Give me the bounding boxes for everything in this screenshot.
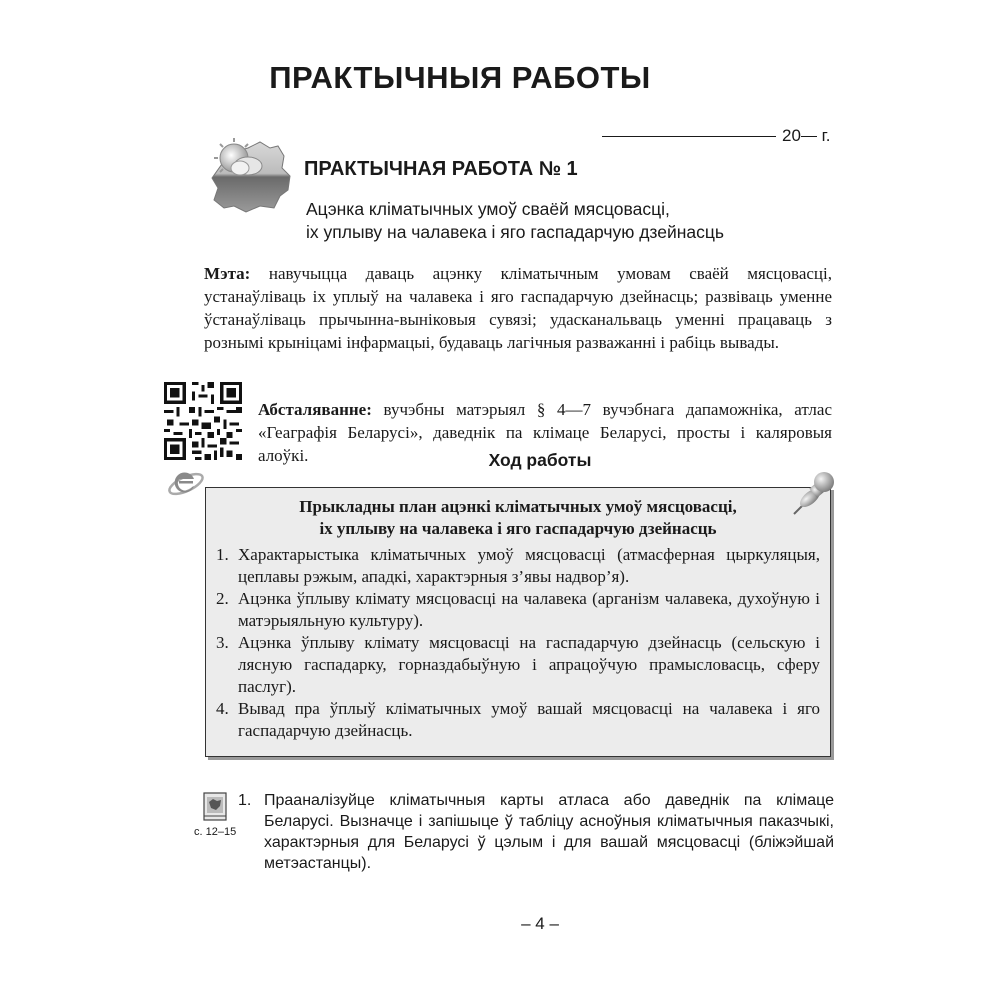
page-number: – 4 – [521,914,559,933]
task-1-text: Прааналізуйце кліматычныя карты атласа або даведнік па клімаце Беларусі. Вызначце і запішыце ў табліцу асноўныя кліматычныя паказчыкі, характэрныя для Беларусі ў цэлым і для вашай мясцовасці (бліжэйшай метэастанцы). [264,792,834,872]
plan-title [206,496,830,540]
plan-item-text: Ацэнка ўплыву клімату мясцовасці на гаспадарчую дзейнасць (сельскую і лясную гаспадарку, горназдабыўную і апрацоўчую прамысловасць, сферу паслуг). [238,633,820,696]
plan-item [216,544,820,588]
course-title: Ход работы [488,450,592,470]
date-year-abbr: г. [821,126,831,145]
plan-item-text: Характарыстыка кліматычных умоў мясцовасці (атмасферная цыркуляцыя, цеплавы рэжым, ападкі, характэрныя з’явы надвор’я). [238,545,820,586]
plan-item-number: 1. [216,545,229,564]
plan-title-line1: Прыкладны план ацэнкі кліматычных умоў мясцовасці, [299,497,737,516]
page-title: ПРАКТЫЧНЫЯ РАБОТЫ [269,60,651,95]
plan-title-line2: іх уплыву на чалавека і яго гаспадарчую дзейнасць [319,519,717,538]
task-1 [238,790,834,874]
atlas-book-icon [202,792,228,822]
plan-item [216,588,820,632]
date-line [602,126,831,146]
plan-item-text: Ацэнка ўплыву клімату мясцовасці на чалавека (арганізм чалавека, духоўную і матэрыяльную культуру). [238,589,820,630]
plan-item-number: 4. [216,699,229,718]
plan-item-number: 2. [216,589,229,608]
plan-list [216,544,820,742]
task-1-number: 1. [238,792,252,809]
belarus-map-weather-icon [204,134,296,216]
date-year-prefix: 20 [782,126,801,145]
plan-item-text: Вывад пра ўплыў кліматычных умоў вашай мясцовасці на чалавека і яго гаспадарчую дзейнасць. [238,699,820,740]
plan-item [216,698,820,742]
goal-text: навучыцца даваць ацэнку кліматычным умовам сваёй мясцовасці, устанаўліваць іх уплыў на чалавека і яго гаспадарчую дзейнасць; развіваць уменне ўстанаўліваць прычынна-выніковыя сувязі; удасканальваць уменні працаваць з рознымі крыніцамі інфармацыі, будаваць лагічныя разважанні і рабіць вывады. [204,264,832,352]
equipment-label: Абсталяванне: [258,400,372,419]
work-subtitle-line2: іх уплыву на чалавека і яго гаспадарчую дзейнасць [306,222,725,242]
work-subtitle-line1: Ацэнка кліматычных умоў сваёй мясцовасці, [306,199,670,219]
pages-reference: с. 12–15 [194,826,237,838]
plan-box [205,487,831,757]
work-subtitle [306,198,724,244]
goal-label: Мэта: [204,264,251,283]
internet-explorer-icon[interactable] [166,466,206,500]
plan-item-number: 3. [216,633,229,652]
qr-code-icon[interactable] [164,382,242,460]
plan-item [216,632,820,698]
equipment-text: вучэбны матэрыял § 4—7 вучэбнага дапаможніка, атлас «Геаграфія Беларусі», даведнік па клімаце Беларусі, просты і каляровыя алоўкі. [258,400,832,465]
push-pin-icon [790,470,838,516]
goal-paragraph [204,262,832,354]
work-title: ПРАКТЫЧНАЯ РАБОТА № 1 [304,158,578,180]
